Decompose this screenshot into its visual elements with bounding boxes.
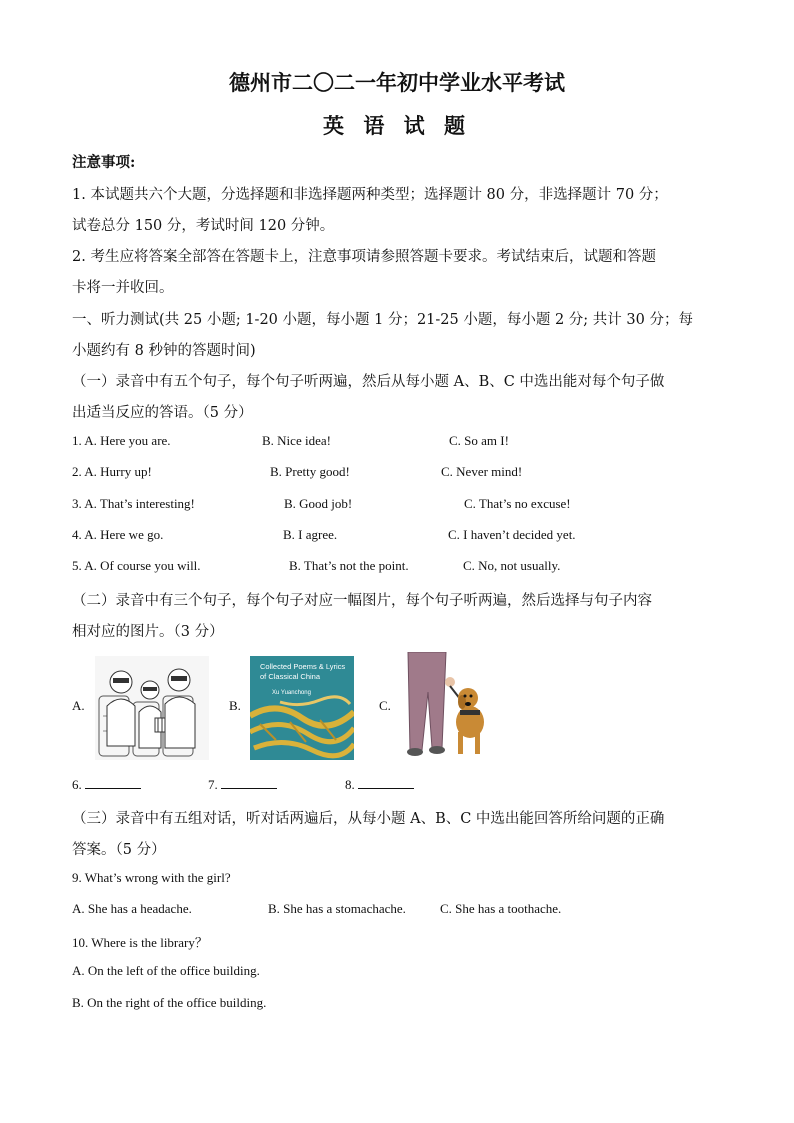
q10-option-b: B. On the right of the office building. [72, 995, 267, 1010]
q9-question: 9. What’s wrong with the girl? [72, 870, 231, 885]
poetry-book-picture [250, 656, 354, 760]
exam-subject: 英 语 试 题 [323, 113, 471, 138]
notice-heading: 注意事项: [72, 154, 136, 171]
blank-6-line [85, 776, 141, 789]
q9-option-a: A. She has a headache. [72, 901, 192, 916]
notice-item2-line2: 卡将一并收回。 [72, 280, 174, 296]
answer-blank-7[interactable] [208, 776, 277, 793]
book-title-line1: Collected Poems & Lyrics [260, 662, 346, 671]
section1-line2: 小题约有 8 秒钟的答题时间) [72, 343, 256, 359]
q3-option-b: B. Good job! [284, 496, 353, 511]
q10-question: 10. Where is the library？ [72, 935, 208, 950]
q2-option-c: C. Never mind! [441, 464, 523, 479]
q5-option-a: 5. A. Of course you will. [72, 558, 201, 573]
q5-option-b: B. That’s not the point. [289, 558, 409, 573]
q3-option-a: 3. A. That’s interesting! [72, 496, 195, 511]
q1-option-a: 1. A. Here you are. [72, 433, 171, 448]
q4-option-a: 4. A. Here we go. [72, 527, 164, 542]
q2-option-b: B. Pretty good! [270, 464, 350, 479]
answer-blank-8[interactable] [345, 776, 414, 793]
q3-option-c: C. That’s no excuse! [464, 496, 571, 511]
q4-option-c: C. I haven’t decided yet. [448, 527, 576, 542]
guide-dog-picture [402, 652, 494, 762]
part2-instruction-line1: （二）录音中有三个句子，每个句子对应一幅图片，每个句子听两遍，然后选择与句子内容 [72, 593, 652, 609]
picture-c-label: C. [379, 698, 391, 713]
picture-b-label: B. [229, 698, 241, 713]
part3-instruction-line1: （三）录音中有五组对话，听对话两遍后，从每小题 A、B、C 中选出能回答所给问题的正确 [72, 811, 665, 827]
notice-item2-line1: 2. 考生应将答案全部答在答题卡上，注意事项请参照答题卡要求。考试结束后，试题和答题 [72, 249, 656, 265]
q1-option-c: C. So am I! [449, 433, 509, 448]
book-author: Xu Yuanchong [272, 690, 311, 696]
blank-6-number: 6. [72, 777, 82, 792]
exam-title: 德州市二〇二一年初中学业水平考试 [229, 70, 565, 95]
q4-option-b: B. I agree. [283, 527, 338, 542]
part1-instruction-line2: 出适当反应的答语。（5 分） [72, 405, 253, 421]
part2-instruction-line2: 相对应的图片。（3 分） [72, 624, 224, 640]
part1-instruction-line1: （一）录音中有五个句子，每个句子听两遍，然后从每小题 A、B、C 中选出能对每个句子做 [72, 374, 665, 390]
notice-item1-line2: 试卷总分 150 分，考试时间 120 分钟。 [72, 218, 335, 234]
q5-option-c: C. No, not usually. [463, 558, 561, 573]
answer-blank-6[interactable] [72, 776, 141, 793]
part3-instruction-line2: 答案。（5 分） [72, 842, 166, 858]
notice-item1-line1: 1. 本试题共六个大题，分选择题和非选择题两种类型；选择题计 80 分，非选择题计 70 分； [72, 187, 668, 203]
picture-a-label: A. [72, 698, 85, 713]
q9-option-b: B. She has a stomachache. [268, 901, 406, 916]
q2-option-a: 2. A. Hurry up! [72, 464, 152, 479]
book-title-line2: of Classical China [260, 672, 321, 681]
q9-option-c: C. She has a toothache. [440, 901, 562, 916]
q1-option-b: B. Nice idea! [262, 433, 331, 448]
blank-8-line [358, 776, 414, 789]
section1-line1: 一、听力测试(共 25 小题; 1-20 小题，每小题 1 分；21-25 小题，每小题 2 分; 共计 30 分；每 [72, 312, 693, 328]
blank-7-line [221, 776, 277, 789]
q10-option-a: A. On the left of the office building. [72, 963, 260, 978]
cinema-audience-picture [95, 656, 209, 760]
blank-8-number: 8. [345, 777, 355, 792]
blank-7-number: 7. [208, 777, 218, 792]
